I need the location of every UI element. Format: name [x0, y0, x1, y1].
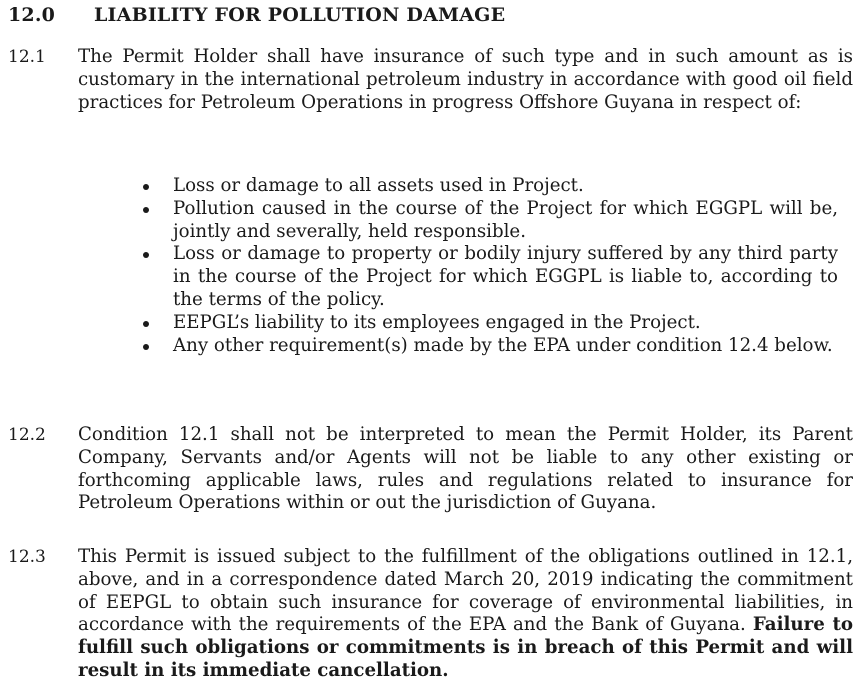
clause-12-3 — [8, 546, 853, 683]
clause-text — [78, 546, 853, 683]
section-title: LIABILITY FOR POLLUTION DAMAGE — [94, 4, 506, 26]
bullet-item — [138, 175, 838, 198]
bullet-item — [138, 243, 838, 311]
bullet-icon — [143, 184, 149, 190]
clause-text-bold: Failure to fulfill such obligations or commitments is in breach of this Permit and will result in its immediate cancellation. — [78, 614, 853, 681]
bullet-text: Any other requirement(s) made by the EPA under condition 12.4 below. — [173, 334, 833, 356]
bullet-text: Loss or damage to property or bodily injury suffered by any third party in the course of the Project for which EGGPL is liable to, according to the terms of the policy. — [173, 243, 838, 310]
bullet-list — [138, 175, 838, 357]
clause-text: The Permit Holder shall have insurance of such type and in such amount as is customary in the international petroleum industry in accordance with good oil field practices for Petroleum Operations in progress Offshore Guyana in respect of: — [78, 46, 853, 113]
bullet-icon — [143, 344, 149, 350]
clause-number: 12.1 — [8, 47, 46, 67]
clause-text-regular: This Permit is issued subject to the fulfillment of the obligations outlined in 12.1, above, and in a correspondence dated March 20, 2019 indicating the commitment of EEPGL to obtain such insurance for coverage of environmental liabilities, in accordance with the requirements of the EPA and the Bank of Guyana. — [78, 546, 853, 636]
bullet-item — [138, 335, 838, 358]
bullet-text: EEPGL’s liability to its employees engaged in the Project. — [173, 311, 701, 333]
clause-text: Condition 12.1 shall not be interpreted to mean the Permit Holder, its Parent Company, Servants and/or Agents will not be liable to any other existing or forthcoming applicable laws, rules and regulations related to insurance for Petroleum Operations within or out the jurisdiction of Guyana. — [78, 424, 853, 514]
bullet-item — [138, 198, 838, 244]
clause-12-1 — [8, 46, 853, 114]
section-heading — [8, 4, 505, 26]
bullet-text: Loss or damage to all assets used in Project. — [173, 175, 584, 196]
clause-12-2 — [8, 424, 853, 515]
bullet-icon — [143, 252, 149, 258]
clause-number: 12.3 — [8, 547, 46, 567]
bullet-icon — [143, 207, 149, 213]
section-number: 12.0 — [8, 4, 56, 26]
bullet-item — [138, 312, 838, 335]
bullet-icon — [143, 321, 149, 327]
bullet-text: Pollution caused in the course of the Project for which EGGPL will be, jointly and severally, held responsible. — [173, 197, 838, 242]
clause-number: 12.2 — [8, 425, 46, 445]
